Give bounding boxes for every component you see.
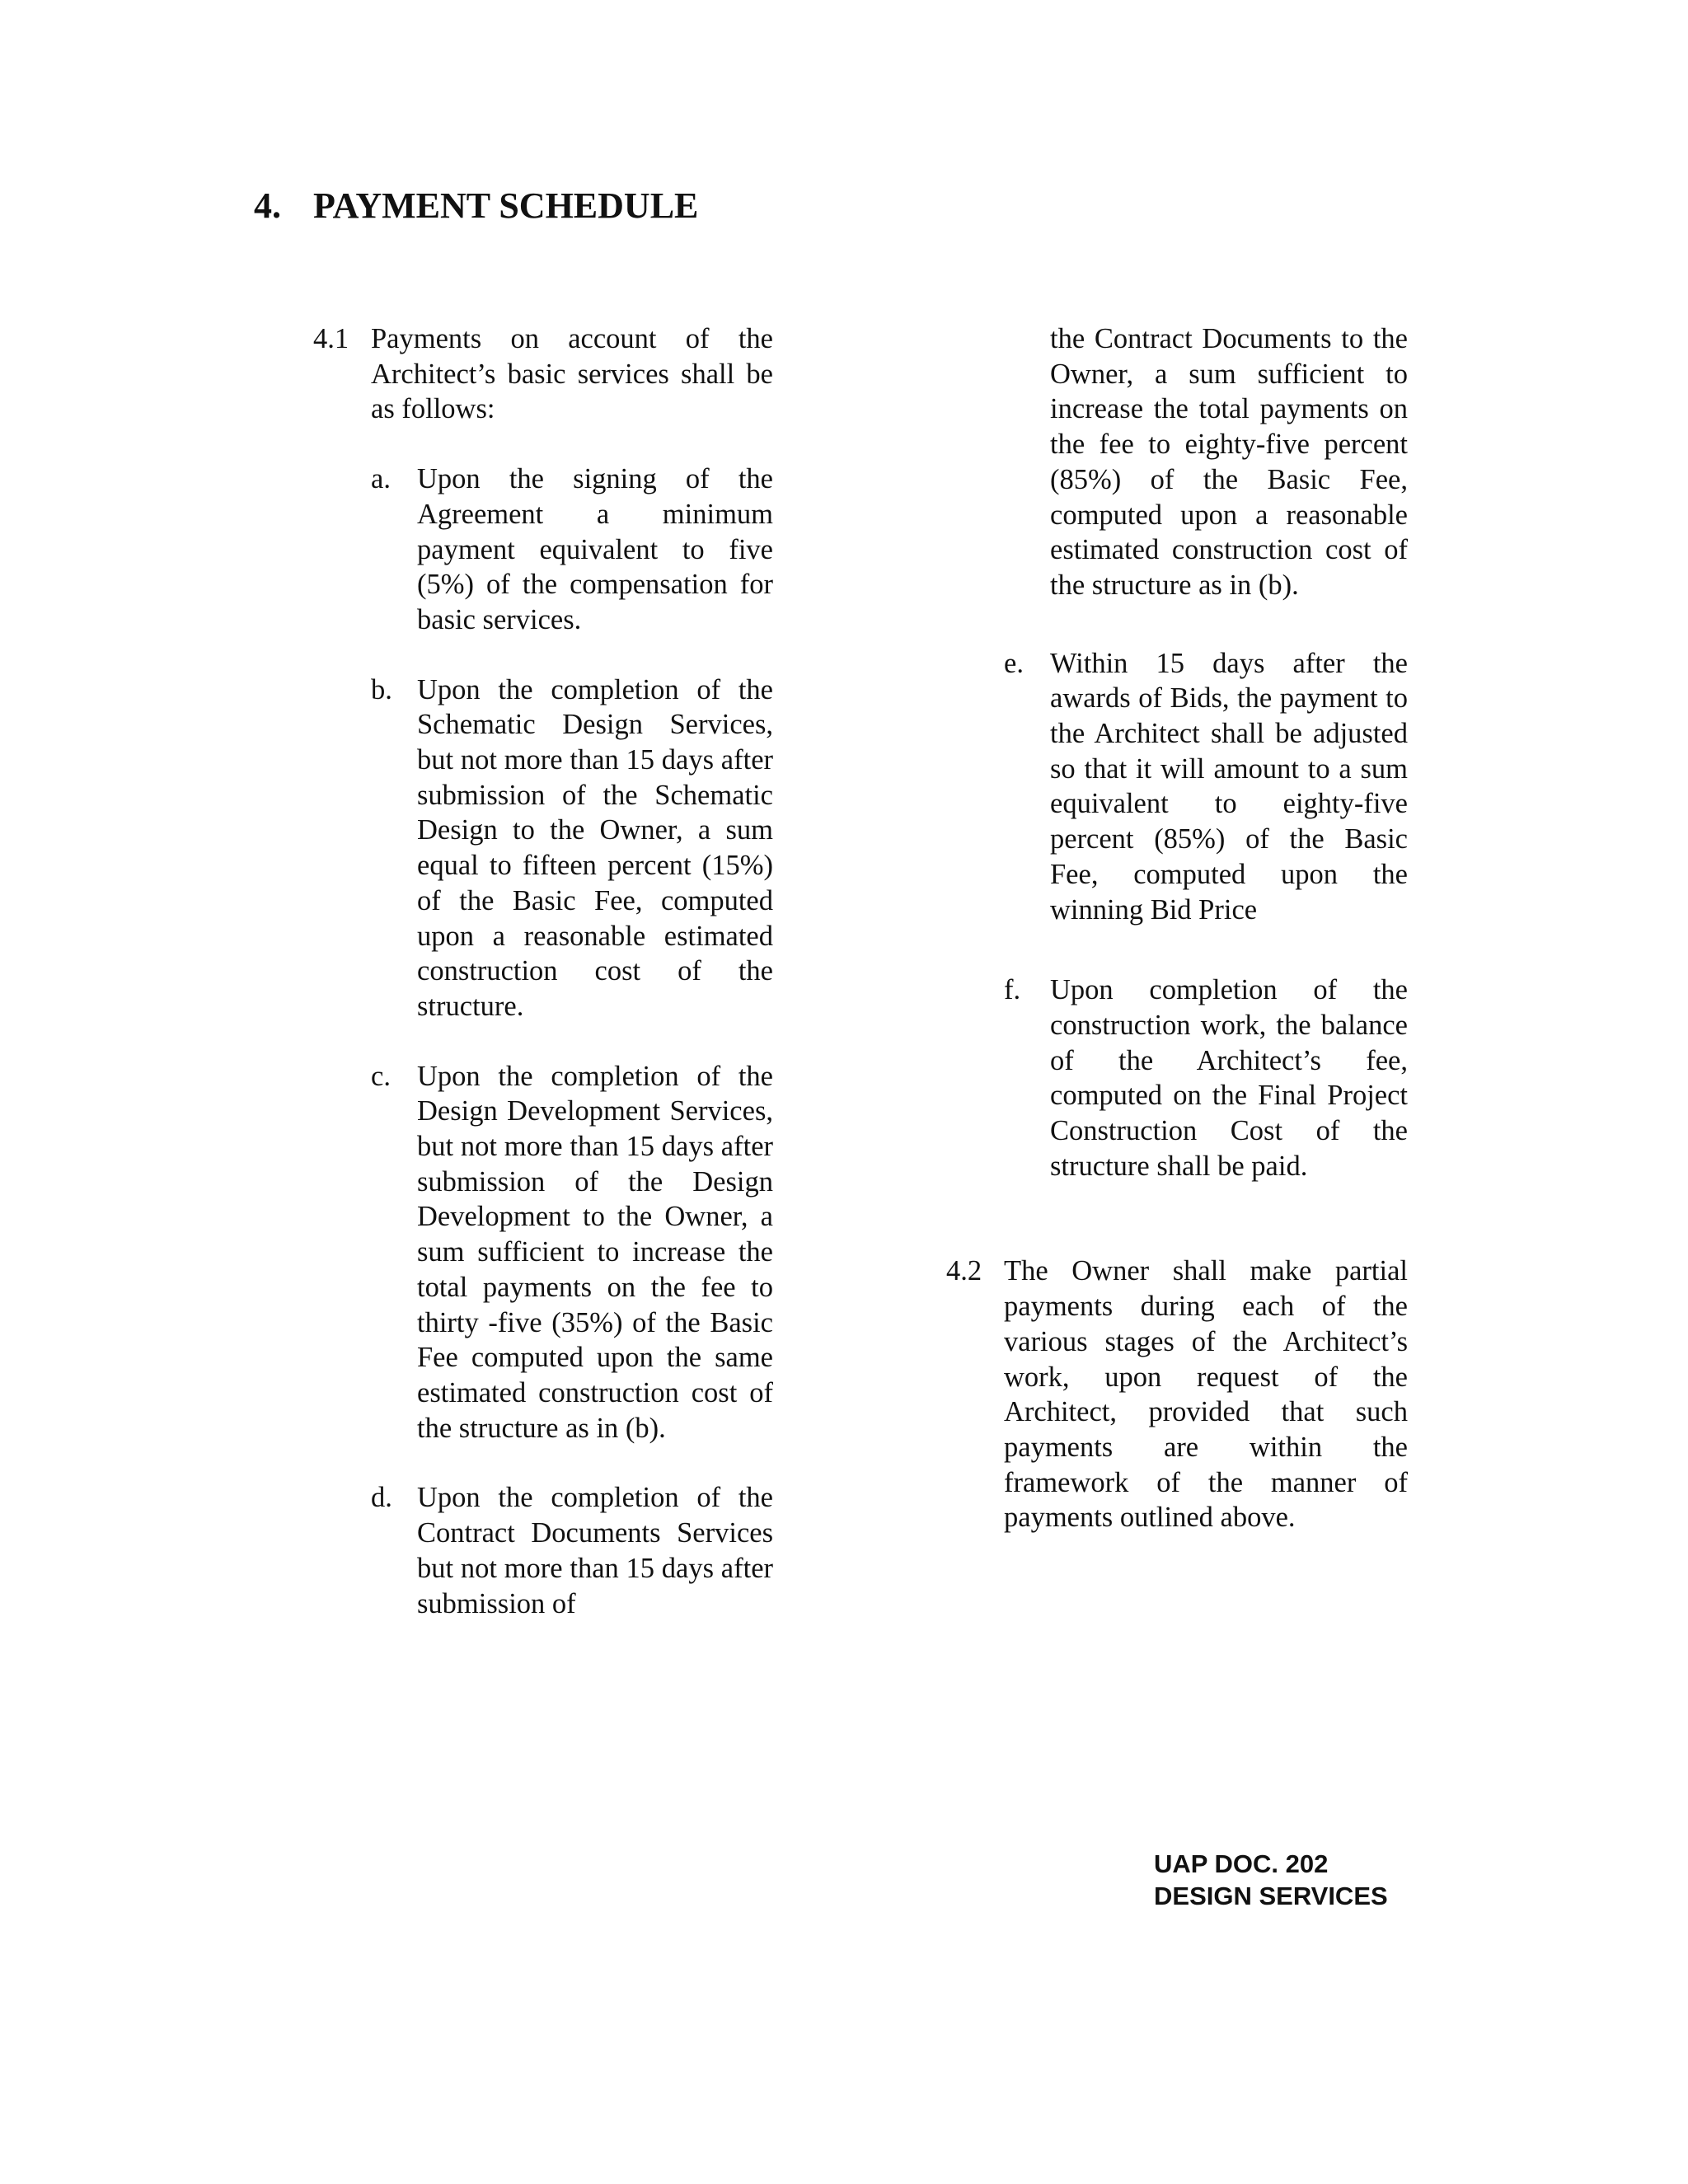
clause-4-1-items-continued bbox=[946, 646, 1408, 1184]
clause-number: 4.2 bbox=[946, 1255, 982, 1287]
list-item-c bbox=[371, 1059, 773, 1446]
right-column bbox=[946, 321, 1408, 1535]
clause-number: 4.1 bbox=[313, 323, 349, 354]
clause-text: The Owner shall make partial payments during each of the various stages of the Architect’s work, upon request of the Architect, provided that such payments are within the framework of the manner of payments outlined above. bbox=[1004, 1255, 1408, 1534]
item-text: the Contract Documents to the Owner, a sum sufficient to increase the total payments on the fee to eighty-five percent (85%) of the Basic Fee, computed upon a reasonable estimated construction cost of the structure as in (b). bbox=[1050, 323, 1408, 601]
item-mark: e. bbox=[1004, 647, 1024, 679]
item-d-continuation bbox=[946, 321, 1408, 603]
item-text: Upon the signing of the Agreement a minimum payment equivalent to five (5%) of the compensation for basic services. bbox=[417, 463, 773, 635]
list-item-e bbox=[1004, 646, 1408, 928]
item-text: Upon the completion of the Schematic Design Services, but not more than 15 days after submission of the Schematic Design to the Owner, a sum equal to fifteen percent (15%) of the Basic Fee, computed upon a reasonable estimated construction cost of the structure. bbox=[417, 673, 773, 1022]
footer-doc-number: UAP DOC. 202 bbox=[1154, 1849, 1329, 1878]
item-mark: a. bbox=[371, 463, 391, 495]
item-mark: f. bbox=[1004, 974, 1021, 1006]
section-heading bbox=[254, 183, 698, 229]
section-title: PAYMENT SCHEDULE bbox=[313, 185, 699, 226]
clause-4-2 bbox=[946, 1254, 1408, 1535]
item-text: Upon completion of the construction work, the balance of the Architect’s fee, computed on the Final Project Construction Cost of the structure shall be paid. bbox=[1050, 974, 1408, 1182]
left-column bbox=[313, 321, 773, 1621]
item-text: Upon the completion of the Contract Documents Services but not more than 15 days after submission of bbox=[417, 1482, 773, 1619]
section-number: 4. bbox=[254, 185, 281, 226]
list-item-a bbox=[371, 462, 773, 638]
document-footer bbox=[1154, 1848, 1388, 1912]
list-item-b bbox=[371, 673, 773, 1024]
item-mark: d. bbox=[371, 1482, 392, 1514]
clause-4-1 bbox=[313, 321, 773, 427]
clause-intro: Payments on account of the Architect’s basic services shall be as follows: bbox=[371, 323, 773, 425]
footer-doc-title: DESIGN SERVICES bbox=[1154, 1882, 1388, 1910]
list-item-d bbox=[371, 1480, 773, 1621]
item-text: Within 15 days after the awards of Bids, the payment to the Architect shall be adjusted so that it will amount to a sum equivalent to eighty-five percent (85%) of the Basic Fee, computed upon the winning Bid Price bbox=[1050, 647, 1408, 926]
item-text: Upon the completion of the Design Development Services, but not more than 15 days after submission of the Design Development to the Owner, a sum sufficient to increase the total payments on the fee to thirty -five (35%) of the Basic Fee computed upon the same estimated construction cost of the structure as in (b). bbox=[417, 1060, 773, 1444]
list-item-f bbox=[1004, 972, 1408, 1183]
clause-4-1-items bbox=[313, 462, 773, 1621]
item-mark: c. bbox=[371, 1060, 391, 1092]
item-mark: b. bbox=[371, 673, 392, 705]
